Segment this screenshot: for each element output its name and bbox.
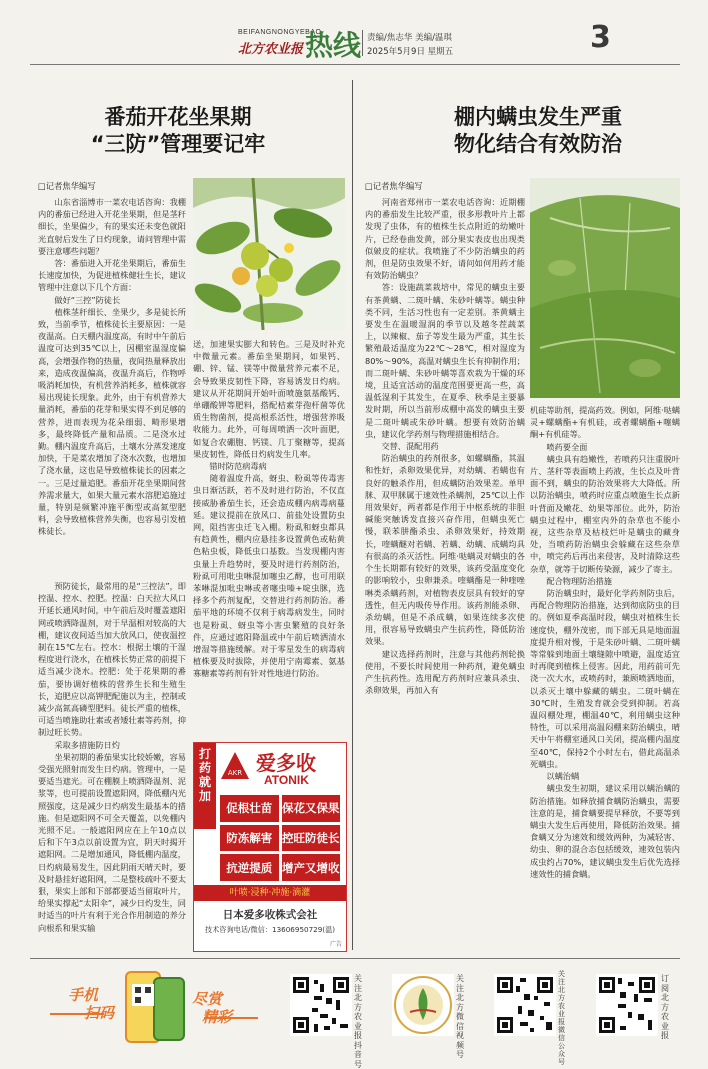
ad-tag: 广告 (330, 941, 343, 948)
phone-scan-icon (44, 968, 266, 1048)
ad-cell: 保花又保果 (282, 795, 341, 822)
left-article-col2: 送，加速果实膨大和转色。三是及时补充中微量元素。番茄坐果期间，如果钙、硼、锌、锰、镁等中微量营养元素不足，会导致果皮韧性下降，容易诱发日灼病。建议从开花期间开始叶面喷施氨基酸钙、单硼酸钾等肥料，搭配桔素芽孢杆菌等优质生物菌剂，提高根系活性，增强营养吸收能力。此外，可每周喷洒一次叶面肥，如复合农硼胞、钙镁、几丁聚糖等，提高果皮韧性，降低日灼病发生几率。 错时防范病毒病 随着温度升高，蚜虫、粉虱等传毒害虫日渐活跃，若不及时进行防治，不仅直接威胁番茄生长，还会造成棚内病毒病蔓延。建议提前在放风口、前盐处设置防虫网，阻挡害虫迁飞入棚。粉虱和蚜虫都具有趋黄性，棚内应悬挂多设置黄色或粘黄色粘虫板，降低虫口基数。当发现棚内害虫量上升趋势时，要及时进行药剂防治，粉虱可用吡虫啉混加噻虫乙醇，也可用联苯啉混加吡虫啉或者噻虫嗪+啶虫脒，选择多个药剂复配，交替进行药剂防治。番茄平地的环境不仅利于病毒病发生，同时也是粉虱、蚜虫等小害虫繁殖的良好条件，应通过遮阳降温或中午前后喷洒清水增湿等措施缓解。对于零星发生的病毒病植株要及时拔除，并使用宁南霉素、氨基寡糖素等药剂有针对性地进行防治。 (193, 339, 345, 679)
header-rule (30, 64, 680, 65)
ad-cell: 控旺防徒长 (282, 825, 341, 852)
qr-subscribe[interactable] (596, 968, 680, 1048)
ad-cell: 防冻解害 (220, 825, 279, 852)
left-headline-line1: 番茄开花坐果期 (104, 105, 252, 129)
ad-company: 日本爱多收株式会社 (222, 909, 318, 921)
ad-brand-en: ATONIK (264, 773, 309, 787)
qr-label: 关注北方农业报微信公众号 (558, 970, 565, 1066)
leaf-photo (530, 178, 680, 398)
page-number: 3 (590, 20, 611, 55)
ad-cell: 促根壮苗 (220, 795, 279, 822)
footer-text-mobile: 手机 (68, 986, 99, 1004)
masthead-english: BEIFANGNONGYEBAO (238, 29, 322, 36)
ad-brand: 爱多收 (256, 751, 316, 775)
qr-code-icon (596, 974, 658, 1036)
ad-cell: 抗逆提质 (220, 854, 279, 881)
footer-text-enjoy: 尽赏 (192, 990, 223, 1008)
left-article-col1-continued: 预防徒长，最常用的是“三控法”，即控温、控水、控肥。控温：白天拉大风口开延长通风时间，中午前后及时覆盖遮阳网或喷洒降温剂，对于早温相对较高的大棚，建议夜间适当加大放风口，使夜温控制在15℃左右。控水：根据土壤的干湿程度进行浇水，在植株长势正常的前提下适当减少浇水。控肥：处于花果期的番茄，要协调好植株的营养生长和生殖生长，追肥应以高钾肥配施以为主，控制或减少高氮高磷型肥料。徒长严重的植株，可适当喷施助壮素或者矮壮素等药剂，抑制过旺长势。 采取多措施防日灼 坐果初期的番茄果实比较娇嫩，容易受强光照射而发生日灼病。管理中，一是要适当遮光。可在棚膜上喷洒降温剂、泥浆等，也可提前设置遮阳网，降低棚内光照强度，这是减少日灼病发生最基本的措施。但是遮阳网不可全天覆盖，以免棚内光照不足。一般遮阳网应在上午10点以后和下午3点以前设置为宜，阴天时揭开遮阳网。二是增加通风，降低棚内温度，日灼病最易发生，因此阴雨天晴天时，要及时悬挂好遮阳网，二是整枝疏叶不要太狠，果实上部和下部都要适当留取叶片，给果实撑起“太阳伞”，减少日灼发生，同时适当的叶片有利于光合作用制造的养分向根系和果实输 (38, 581, 186, 933)
section-title: 热线 (305, 29, 362, 62)
qr-wechat[interactable] (494, 968, 570, 1066)
masthead-logo: 北方农业报 (238, 42, 304, 57)
ad-side-label (194, 743, 216, 829)
footer-text-wonderful: 精彩 (202, 1008, 233, 1026)
video-account-logo (392, 974, 454, 1036)
ad-slogan: 叶喷·浸种·冲施·滴灌 (194, 885, 346, 901)
tomato-photo (193, 178, 345, 330)
qr-label: 订阅北方农业报 (661, 974, 669, 1040)
left-byline: □记者焦华编写 (38, 181, 96, 191)
editor-credit: 责编/焦志华 美编/温琪 (367, 33, 452, 43)
issue-date: 2025年5月9日 星期五 (367, 47, 454, 57)
column-divider (352, 80, 353, 950)
footer-text-scan: 扫码 (84, 1004, 115, 1022)
qr-douyin[interactable] (290, 968, 366, 1069)
right-headline-line2: 物化结合有效防治 (454, 132, 622, 156)
header-divider (362, 30, 363, 56)
right-article-col2: 机硅等助剂，提高药效。例如，阿维·哒螨灵+螺螨酯+有机硅，或者螺螨酯+噻螨酮+有机硅等。 喷药要全面 螨虫具有趋嫩性，若喷药只注重脱叶片、茎秆等表面喷上药液，生长点及叶背面不到，螨虫的防治效果将大大降低。所以防治螨虫，喷药时应重点喷施生长点新叶背面及嫩花、幼果等部位。此外，防治螨虫过程中，棚室内外的杂草也不能小视，这些杂草及枯枝烂叶是螨虫的藏身处，当喷药防治螨虫会躲藏在这些杂草中，喷完药后再出来侵害，及时清除这些杂草，就等于切断传染源，减少了寄主。 配合物理防治措施 防治螨虫时，最好化学药剂防虫后，再配合物理防治措施，达到彻底防虫的目的。例如夏季高温时段，螨虫对植株生长速度快，棚外茂密，而下部无具是地面温度提升相对慢，于是朱砂叶螨、二斑叶螨等常躲到地面土壤缝隙中喷避，温度适宜时再爬到植株上侵害。因此，用药前可先浇一次大水，或喷药时，兼顾喷洒地面，以杀灭土壤中躲藏的螨虫。二斑叶螨在30℃时，生殖发育就会受到抑制。若高温闷棚处理，棚温40℃，利用螨虫这种特性，可以采用高温闷棚来防治螨虫，晴天中午将棚室通风口关闭，提高棚内温度至40℃，保持2个小时左右，借此高温杀死螨虫。 以螨治螨 螨虫发生初期，建议采用以螨治螨的防治措施。如释放捕食螨防治螨虫，需要注意的是，捕食螨要提早释放，不要等到螨虫大发生后再使用，降低防治效果。捕食螨又分为速效和缓效两种，为减轻害、幼虫、卵的混合态包括缓效，速效包装内成虫约占70%，建议螨虫发生后优先选择速效性的捕食螨。 (530, 405, 680, 879)
qr-code-icon (494, 974, 556, 1036)
qr-label: 关注北方农业报抖音号 (354, 974, 362, 1069)
left-headline-line2: “三防”管理要记牢 (90, 132, 266, 156)
right-headline-line1: 棚内螨虫发生严重 (454, 105, 622, 129)
left-article-col1: 山东省淄博市一菜农电话咨询：我棚内的番茄已经进入开花坐果期，但是茎秆细长，坐果偏少，有的果实还未变色就阳光直射后发生了日灼现象，请问管理中需要注意哪些问题？ 答：番茄进入开花坐果期后，番茄生长速度加快，为促进植株健壮生长，建议管理中注意以下几个方面： 做好“三控”防徒长 植株茎秆细长、坐果少，多是徒长所致，当前季节，植株徒长主要原因：一是夜温高。白天棚内温度高，有时中午前后温度可达到35℃以上，因棚室温湿度偏高，会增强作物的热量，夜间热量释放出来，造成夜温偏高，夜温升高后，作物呼吸消耗加快，有机营养消耗多，植株就容易出现徒长现象。此外，由于有机营养大量消耗，番茄的花芽和果实得不到足够的营养，进而表现为花朵细弱、畸形果增多，最终降低产量和品质。二是浇水过勤。棚内温度升高后，土壤水分蒸发速度加快，于是菜农增加了浇水次数，也增加了浇水量，这也是导致植株徒长的因素之一。三是过量追肥。番茄开花坐果期间营养需求量大，如果大量元素水溶肥追施过量，特别是频繁冲施平衡型或高氮型肥料，会导致植株营养失衡，也容易引发植株徒长。 (38, 197, 186, 537)
footer-rule (30, 958, 680, 959)
qr-video[interactable] (392, 968, 468, 1059)
qr-label: 关注北方微信视频号 (456, 974, 464, 1059)
ad-logo-icon (220, 751, 250, 781)
qr-code-icon (290, 974, 352, 1036)
ad-benefit-grid (220, 795, 340, 881)
right-article-col1: 河南省郑州市一菜农电话咨询：近期棚内的番茄发生比较严重，很多形教叶片上都发现了虫体，有的植株生长点附近的幼嫩叶片，已经卷曲发黄，部分果实表皮也出现类似皴皮的症状。我喷施了不少防治螨虫的药剂，但是防虫效果不好，请问如何用药才能有效防治螨虫？ 答：设施蔬菜栽培中，常见的螨虫主要有茶黄螨、二斑叶螨、朱砂叶螨等。螨虫种类不同，生活习性也有一定差别。茶黄螨主要发生在温暖湿润的季节以及越冬茬蔬菜上，以辣椒、茄子等发生最为严重，其生长繁殖最适温度为22℃～28℃，相对湿度为80%～90%，高温对螨虫生长有抑制作用；而二斑叶螨、朱砂叶螨等喜欢栽为干燥的环境，且适宜活动的温度范围要更高一些，高温低湿利于其发生，在夏季、秋季是主要暴发时期，所以当前形成棚中高发的螨虫主要是二斑叶螨或朱砂叶螨。想要有效防治螨虫，建议化学药剂与物理措施相结合。 交替、混配用药 防治螨虫的药剂很多，如螺螨酯，其温和性好，杀卵效果优异，对幼螨、若螨也有良好的触杀作用，但成螨防治效果差。单甲脒、双甲脒属于速效性杀螨剂，25℃以上作用效果好，两者都是作用于中枢系统的非胆碱能突触诱发直接兴奋作用，但螨虫死亡慢，联苯肼酯杀虫、杀卵效果好，持效期长，喹螨醚对若螨、若螨、幼螨、成螨均具有很高的杀灭活性。阿维·哒螨灵对螨虫的各个生长期都有较好的效果，该药受温度变化的影响较小，虫卵兼杀。喹螨酯是一种喹唑啉类杀螨药剂，对植物表皮层具有较好的穿透性，但无内吸传导作用。该药剂能杀卵、杀幼螨，但是不杀成螨，如果连续多次使用，很容易导致螨虫产生抗药性，降低防治效果。 建议选择药剂时，注意与其他药剂轮换使用，不要长时间使用一种药剂，避免螨虫产生抗药性。选用配方药剂时应兼具杀虫、杀卵效果，再加入有 (365, 197, 525, 696)
footer-promo-banner (44, 968, 266, 1048)
svg-text:AKR: AKR (227, 769, 243, 777)
ad-cell: 增产又增收 (282, 854, 341, 881)
ad-side-text: 打药就加 (198, 747, 211, 803)
ad-contact: 技术咨询电话/微信：13606950729(温) (204, 925, 336, 934)
right-byline: □记者焦华编写 (365, 181, 423, 191)
ad-banner[interactable] (193, 742, 347, 952)
